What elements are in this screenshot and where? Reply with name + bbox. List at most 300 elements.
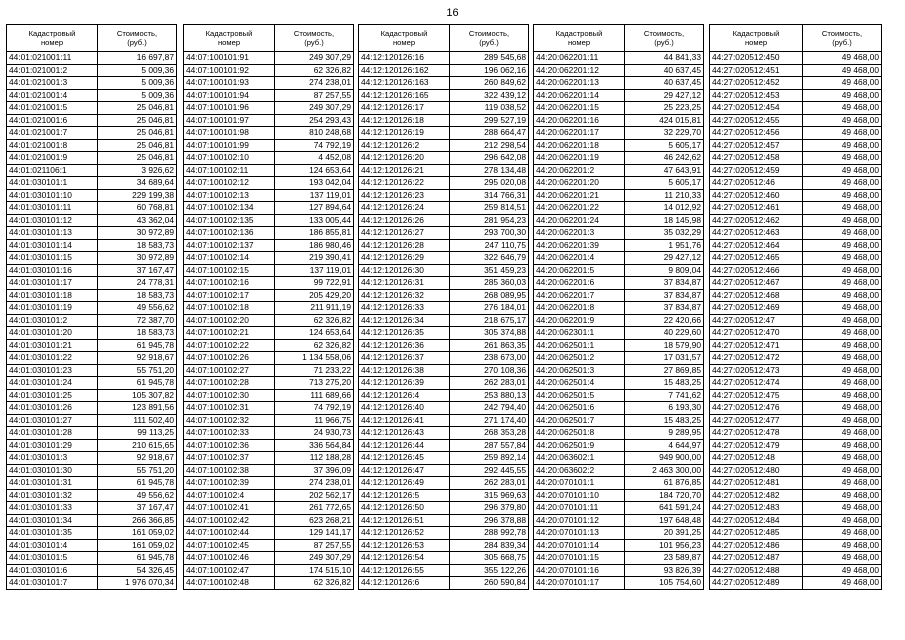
cost-cell: 61 945,78 [98, 339, 177, 352]
cost-cell: 249 307,29 [275, 52, 354, 65]
cost-cell: 641 591,24 [625, 502, 704, 515]
cost-cell: 18 583,73 [98, 239, 177, 252]
table-row [534, 264, 704, 277]
table-row [534, 452, 704, 465]
cost-cell: 211 911,19 [275, 302, 354, 315]
table-row [7, 227, 177, 240]
cost-cell: 949 900,00 [625, 452, 704, 465]
cadastral-number-cell: 44:20:062201:6 [534, 277, 625, 290]
table-row [7, 464, 177, 477]
cost-cell: 238 673,00 [450, 352, 529, 365]
cadastral-number-cell: 44:07:100102:37 [184, 452, 275, 465]
cost-cell: 288 664,47 [450, 127, 529, 140]
cost-cell: 49 468,00 [803, 339, 882, 352]
cost-cell: 623 268,21 [275, 514, 354, 527]
table-row [184, 539, 354, 552]
table-row [7, 352, 177, 365]
cost-cell: 71 233,22 [275, 364, 354, 377]
table-row [184, 277, 354, 290]
cadastral-number-cell: 44:07:100102:41 [184, 502, 275, 515]
cadastral-number-cell: 44:27:020512:456 [710, 127, 803, 140]
table-row [710, 464, 882, 477]
cost-cell: 37 834,87 [625, 302, 704, 315]
cadastral-number-cell: 44:20:062301:1 [534, 327, 625, 340]
cost-cell: 25 223,25 [625, 102, 704, 115]
cost-cell: 49 468,00 [803, 214, 882, 227]
cadastral-number-cell: 44:01:021001:8 [7, 139, 98, 152]
cost-cell: 123 891,56 [98, 402, 177, 415]
cadastral-number-cell: 44:27:020512:468 [710, 289, 803, 302]
cadastral-number-cell: 44:12:120126:36 [359, 339, 450, 352]
table-row [7, 239, 177, 252]
cadastral-number-cell: 44:20:062201:13 [534, 77, 625, 90]
table-row [359, 514, 529, 527]
cadastral-number-cell: 44:01:030101:29 [7, 439, 98, 452]
table-row [359, 277, 529, 290]
cadastral-number-cell: 44:20:070101:16 [534, 564, 625, 577]
cadastral-number-cell: 44:20:062501:4 [534, 377, 625, 390]
table-row [7, 89, 177, 102]
table-row [184, 502, 354, 515]
cost-cell: 11 210,33 [625, 189, 704, 202]
cost-cell: 37 834,87 [625, 289, 704, 302]
cost-cell: 305 374,88 [450, 327, 529, 340]
cost-cell: 210 615,65 [98, 439, 177, 452]
cost-cell: 49 468,00 [803, 327, 882, 340]
table-row [710, 389, 882, 402]
cost-cell: 49 468,00 [803, 539, 882, 552]
table-row [7, 277, 177, 290]
table-row [359, 239, 529, 252]
cost-cell: 11 966,75 [275, 414, 354, 427]
table-row [7, 402, 177, 415]
cadastral-number-cell: 44:07:100102:32 [184, 414, 275, 427]
table-row [359, 89, 529, 102]
cost-cell: 193 042,04 [275, 177, 354, 190]
cadastral-number-cell: 44:27:020512:489 [710, 577, 803, 590]
table-row [710, 514, 882, 527]
cost-cell: 810 248,68 [275, 127, 354, 140]
cost-cell: 15 483,25 [625, 414, 704, 427]
table-row [359, 64, 529, 77]
cadastral-number-cell: 44:07:100102:136 [184, 227, 275, 240]
cadastral-number-cell: 44:20:062201:2 [534, 164, 625, 177]
cost-cell: 184 720,70 [625, 489, 704, 502]
cadastral-number-cell: 44:07:100102:38 [184, 464, 275, 477]
table-row [534, 514, 704, 527]
table-row [710, 64, 882, 77]
cost-cell: 299 527,19 [450, 114, 529, 127]
table-body [710, 52, 882, 590]
table-row [534, 402, 704, 415]
table-row [534, 389, 704, 402]
cost-cell: 274 238,01 [275, 77, 354, 90]
table-row [184, 214, 354, 227]
cost-cell: 161 059,02 [98, 539, 177, 552]
cadastral-number-cell: 44:07:100102:16 [184, 277, 275, 290]
cadastral-number-cell: 44:07:100102:15 [184, 264, 275, 277]
table-row [7, 389, 177, 402]
cost-cell: 37 834,87 [625, 277, 704, 290]
cadastral-number-cell: 44:20:062201:8 [534, 302, 625, 315]
cadastral-number-cell: 44:20:062501:8 [534, 427, 625, 440]
table-row [7, 439, 177, 452]
cost-cell: 424 015,81 [625, 114, 704, 127]
table-row [710, 239, 882, 252]
table-row [7, 189, 177, 202]
cost-cell: 49 468,00 [803, 289, 882, 302]
cadastral-number-cell: 44:12:120126:47 [359, 464, 450, 477]
cost-cell: 49 468,00 [803, 464, 882, 477]
cadastral-number-cell: 44:01:021106:1 [7, 164, 98, 177]
cost-cell: 60 768,81 [98, 202, 177, 215]
table-row [184, 514, 354, 527]
cadastral-number-cell: 44:07:100102:135 [184, 214, 275, 227]
cadastral-number-cell: 44:07:100102:46 [184, 552, 275, 565]
table-row [359, 52, 529, 65]
table-row [710, 289, 882, 302]
cadastral-number-cell: 44:07:100102:14 [184, 252, 275, 265]
cadastral-number-cell: 44:01:030101:28 [7, 427, 98, 440]
cost-cell: 49 468,00 [803, 564, 882, 577]
table-row [534, 364, 704, 377]
cadastral-number-cell: 44:20:062201:3 [534, 227, 625, 240]
cost-cell: 16 697,87 [98, 52, 177, 65]
cadastral-number-cell: 44:20:070101:10 [534, 489, 625, 502]
cadastral-number-cell: 44:27:020512:472 [710, 352, 803, 365]
table-row [184, 239, 354, 252]
table-row [7, 52, 177, 65]
table-row [359, 439, 529, 452]
cost-cell: 295 020,08 [450, 177, 529, 190]
table-row [534, 439, 704, 452]
table-row [184, 477, 354, 490]
cadastral-number-cell: 44:20:062201:18 [534, 139, 625, 152]
table-row [534, 64, 704, 77]
cost-cell: 315 969,63 [450, 489, 529, 502]
cadastral-number-cell: 44:07:100102:13 [184, 189, 275, 202]
cost-cell: 254 293,43 [275, 114, 354, 127]
cadastral-number-cell: 44:07:100101:93 [184, 77, 275, 90]
cost-cell: 247 110,75 [450, 239, 529, 252]
cost-cell: 87 257,55 [275, 539, 354, 552]
cost-cell: 49 468,00 [803, 577, 882, 590]
table-header-row [184, 25, 354, 52]
cadastral-number-cell: 44:20:062501:2 [534, 352, 625, 365]
cadastral-number-cell: 44:12:120126:39 [359, 377, 450, 390]
table-row [184, 314, 354, 327]
table-row [359, 139, 529, 152]
cost-cell: 49 468,00 [803, 302, 882, 315]
table-row [359, 477, 529, 490]
table-row [184, 164, 354, 177]
cost-cell: 105 754,60 [625, 577, 704, 590]
cadastral-number-cell: 44:27:020512:452 [710, 77, 803, 90]
cost-cell: 229 199,38 [98, 189, 177, 202]
table-row [7, 502, 177, 515]
cost-header: Стоимость, (руб.) [98, 25, 177, 52]
table-row [7, 202, 177, 215]
cost-cell: 49 468,00 [803, 89, 882, 102]
table-row [184, 327, 354, 340]
table-row [534, 289, 704, 302]
table-row [534, 539, 704, 552]
table-row [710, 127, 882, 140]
cost-cell: 129 141,17 [275, 527, 354, 540]
table-row [710, 477, 882, 490]
cadastral-number-cell: 44:01:030101:31 [7, 477, 98, 490]
table-row [7, 414, 177, 427]
table-row [710, 52, 882, 65]
table-row [359, 352, 529, 365]
cost-cell: 49 556,62 [98, 489, 177, 502]
cost-header: Стоимость, (руб.) [625, 25, 704, 52]
cost-cell: 274 238,01 [275, 477, 354, 490]
table-row [359, 539, 529, 552]
cadastral-number-cell: 44:12:120126:41 [359, 414, 450, 427]
cost-cell: 713 275,20 [275, 377, 354, 390]
table-row [534, 427, 704, 440]
cadastral-number-cell: 44:20:062201:15 [534, 102, 625, 115]
cost-cell: 18 583,73 [98, 327, 177, 340]
cost-cell: 292 445,55 [450, 464, 529, 477]
table-row [7, 552, 177, 565]
cadastral-number-cell: 44:01:030101:11 [7, 202, 98, 215]
cost-cell: 61 876,85 [625, 477, 704, 490]
cadastral-number-cell: 44:07:100102:12 [184, 177, 275, 190]
table-row [534, 564, 704, 577]
table-row [7, 377, 177, 390]
cadastral-number-cell: 44:27:020512:465 [710, 252, 803, 265]
table-row [710, 539, 882, 552]
table-row [359, 77, 529, 90]
table-row [359, 564, 529, 577]
table-row [359, 402, 529, 415]
cost-cell: 186 980,46 [275, 239, 354, 252]
table-row [7, 127, 177, 140]
table-row [7, 77, 177, 90]
cost-cell: 242 794,40 [450, 402, 529, 415]
cost-cell: 259 892,14 [450, 452, 529, 465]
cost-cell: 137 119,01 [275, 189, 354, 202]
table-row [7, 164, 177, 177]
cadastral-number-cell: 44:20:062201:11 [534, 52, 625, 65]
cost-cell: 7 741,62 [625, 389, 704, 402]
cadastral-number-cell: 44:12:120126:28 [359, 239, 450, 252]
table-row [7, 477, 177, 490]
table-row [359, 102, 529, 115]
cadastral-number-cell: 44:27:020512:458 [710, 152, 803, 165]
cadastral-number-cell: 44:27:020512:457 [710, 139, 803, 152]
cadastral-number-cell: 44:27:020512:462 [710, 214, 803, 227]
cadastral-number-cell: 44:01:021001:2 [7, 64, 98, 77]
table-row [359, 577, 529, 590]
cadastral-number-cell: 44:07:100102:17 [184, 289, 275, 302]
table-row [359, 502, 529, 515]
cadastral-number-cell: 44:20:062501:5 [534, 389, 625, 402]
table-row [534, 339, 704, 352]
cadastral-number-cell: 44:01:030101:21 [7, 339, 98, 352]
cost-cell: 49 468,00 [803, 152, 882, 165]
table-row [534, 352, 704, 365]
table-row [359, 489, 529, 502]
cadastral-number-cell: 44:07:100102:4 [184, 489, 275, 502]
table-row [534, 239, 704, 252]
cost-cell: 262 283,01 [450, 377, 529, 390]
table-row [359, 152, 529, 165]
cost-cell: 49 468,00 [803, 427, 882, 440]
table-row [184, 289, 354, 302]
cadastral-number-cell: 44:27:020512:473 [710, 364, 803, 377]
cadastral-number-cell: 44:07:100102:20 [184, 314, 275, 327]
cost-cell: 40 229,60 [625, 327, 704, 340]
table-row [710, 364, 882, 377]
cadastral-number-cell: 44:01:021001:7 [7, 127, 98, 140]
cost-cell: 285 360,03 [450, 277, 529, 290]
cadastral-number-cell: 44:01:030101:30 [7, 464, 98, 477]
table-row [184, 377, 354, 390]
cadastral-number-cell: 44:01:030101:17 [7, 277, 98, 290]
cadastral-number-cell: 44:12:120126:55 [359, 564, 450, 577]
cadastral-number-cell: 44:01:030101:24 [7, 377, 98, 390]
table-row [534, 189, 704, 202]
cost-cell: 197 648,48 [625, 514, 704, 527]
cost-cell: 30 972,89 [98, 252, 177, 265]
cost-cell: 49 468,00 [803, 502, 882, 515]
table-row [359, 214, 529, 227]
table-row [184, 77, 354, 90]
cost-cell: 4 644,97 [625, 439, 704, 452]
cadastral-number-cell: 44:01:021001:3 [7, 77, 98, 90]
table-row [710, 439, 882, 452]
cadastral-number-cell: 44:07:100102:26 [184, 352, 275, 365]
cadastral-number-header: Кадастровый номер [7, 25, 98, 52]
cost-cell: 74 792,19 [275, 139, 354, 152]
table-row [359, 364, 529, 377]
cost-cell: 93 826,39 [625, 564, 704, 577]
table-row [710, 452, 882, 465]
cadastral-number-cell: 44:27:020512:485 [710, 527, 803, 540]
table-row [534, 77, 704, 90]
table-row [359, 527, 529, 540]
cadastral-number-cell: 44:07:100102:44 [184, 527, 275, 540]
cadastral-number-cell: 44:27:020512:479 [710, 439, 803, 452]
table-row [359, 127, 529, 140]
cadastral-number-cell: 44:20:062201:22 [534, 202, 625, 215]
table-row [359, 189, 529, 202]
table-row [534, 102, 704, 115]
cost-cell: 20 391,25 [625, 527, 704, 540]
table-row [7, 527, 177, 540]
cost-cell: 49 468,00 [803, 402, 882, 415]
cost-cell: 281 954,23 [450, 214, 529, 227]
cost-cell: 1 976 070,34 [98, 577, 177, 590]
table-row [184, 114, 354, 127]
table-row [534, 252, 704, 265]
cost-cell: 284 839,34 [450, 539, 529, 552]
cadastral-number-cell: 44:12:120126:34 [359, 314, 450, 327]
cadastral-table-5 [709, 24, 882, 590]
cadastral-number-cell: 44:20:063602:1 [534, 452, 625, 465]
cadastral-number-cell: 44:01:030101:14 [7, 239, 98, 252]
cost-cell: 261 772,65 [275, 502, 354, 515]
cadastral-number-cell: 44:01:021001:6 [7, 114, 98, 127]
cadastral-number-cell: 44:12:120126:163 [359, 77, 450, 90]
table-row [534, 477, 704, 490]
cadastral-number-cell: 44:01:030101:4 [7, 539, 98, 552]
cost-cell: 37 167,47 [98, 264, 177, 277]
cadastral-table-1 [6, 24, 177, 590]
table-row [184, 89, 354, 102]
cost-cell: 18 583,73 [98, 289, 177, 302]
cost-cell: 5 009,36 [98, 89, 177, 102]
cost-cell: 296 378,88 [450, 514, 529, 527]
cost-cell: 287 557,84 [450, 439, 529, 452]
cadastral-number-cell: 44:12:120126:53 [359, 539, 450, 552]
table-row [7, 452, 177, 465]
cost-cell: 218 675,17 [450, 314, 529, 327]
table-row [710, 202, 882, 215]
cadastral-number-cell: 44:20:070101:15 [534, 552, 625, 565]
cost-cell: 9 289,95 [625, 427, 704, 440]
cost-cell: 322 646,79 [450, 252, 529, 265]
cadastral-number-cell: 44:07:100102:36 [184, 439, 275, 452]
cadastral-number-cell: 44:20:062201:17 [534, 127, 625, 140]
cadastral-number-cell: 44:01:030101:32 [7, 489, 98, 502]
cost-cell: 127 894,64 [275, 202, 354, 215]
cadastral-number-cell: 44:12:120126:49 [359, 477, 450, 490]
cadastral-number-cell: 44:07:100101:99 [184, 139, 275, 152]
cost-cell: 196 062,16 [450, 64, 529, 77]
cost-cell: 355 122,26 [450, 564, 529, 577]
cost-cell: 49 468,00 [803, 127, 882, 140]
table-row [359, 427, 529, 440]
cost-cell: 35 032,29 [625, 227, 704, 240]
table-row [359, 252, 529, 265]
cadastral-number-cell: 44:01:021001:9 [7, 152, 98, 165]
cost-cell: 4 452,08 [275, 152, 354, 165]
table-row [7, 102, 177, 115]
cost-cell: 99 722,91 [275, 277, 354, 290]
cadastral-number-header: Кадастровый номер [184, 25, 275, 52]
cost-cell: 261 863,35 [450, 339, 529, 352]
cost-cell: 262 283,01 [450, 477, 529, 490]
table-row [534, 127, 704, 140]
cost-cell: 271 174,40 [450, 414, 529, 427]
cadastral-number-cell: 44:01:021001:4 [7, 89, 98, 102]
cadastral-number-cell: 44:12:120126:4 [359, 389, 450, 402]
table-row [7, 339, 177, 352]
table-row [359, 389, 529, 402]
cost-cell: 37 167,47 [98, 502, 177, 515]
cadastral-number-cell: 44:01:030101:22 [7, 352, 98, 365]
cost-cell: 24 778,31 [98, 277, 177, 290]
table-row [359, 314, 529, 327]
cost-cell: 49 468,00 [803, 77, 882, 90]
cadastral-number-cell: 44:27:020512:46 [710, 177, 803, 190]
cost-cell: 49 468,00 [803, 239, 882, 252]
table-row [184, 177, 354, 190]
cost-cell: 296 642,08 [450, 152, 529, 165]
table-row [7, 264, 177, 277]
table-row [534, 139, 704, 152]
table-row [7, 489, 177, 502]
cadastral-number-cell: 44:01:030101:15 [7, 252, 98, 265]
cadastral-number-cell: 44:01:021001:11 [7, 52, 98, 65]
cost-cell: 3 926,62 [98, 164, 177, 177]
cadastral-number-cell: 44:27:020512:453 [710, 89, 803, 102]
cost-cell: 5 605,17 [625, 177, 704, 190]
